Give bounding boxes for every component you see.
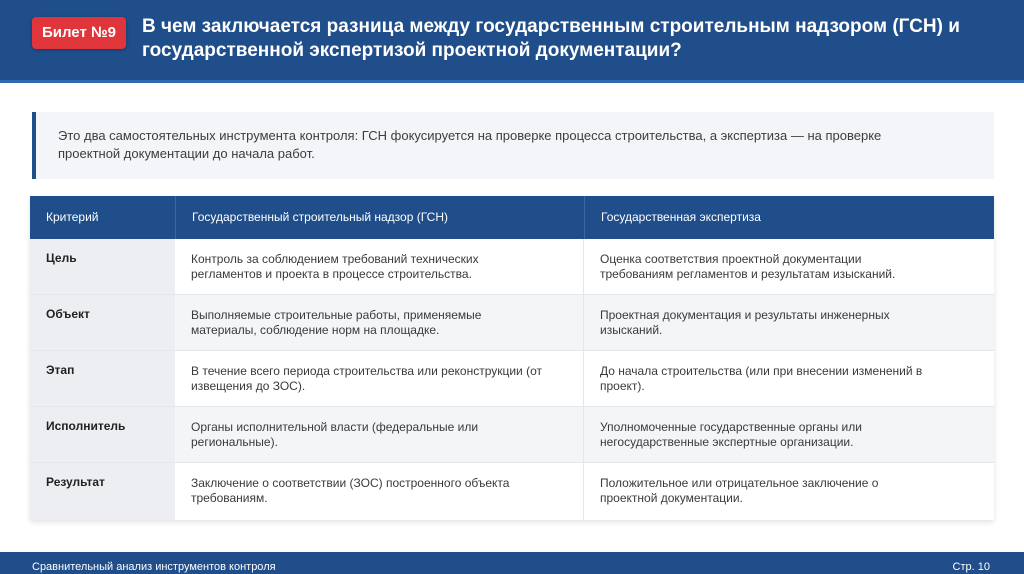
header-divider (0, 80, 1024, 83)
intro-line-2: проектной документации до начала работ. (58, 146, 315, 161)
gsn-cell (175, 407, 584, 462)
cell-line: негосударственные экспертные организации. (600, 435, 854, 449)
page-number: Стр. 10 (952, 561, 990, 573)
cell-line: материалы, соблюдение норм на площадке. (191, 323, 440, 337)
table-row (30, 463, 994, 520)
header-expertise: Государственная экспертиза (584, 196, 994, 239)
table-row (30, 351, 994, 407)
cell-line: проект). (600, 379, 645, 393)
cell-line: Заключение о соответствии (ЗОС) построенного объекта (191, 476, 510, 490)
slide-title-line-1: В чем заключается разница между государственным строительным надзором (ГСН) и (142, 16, 960, 37)
table-row (30, 407, 994, 463)
cell-line: Органы исполнительной власти (федеральные или (191, 420, 479, 434)
cell-line: проектной документации. (600, 491, 743, 505)
header-gsn: Государственный строительный надзор (ГСН) (175, 196, 584, 239)
gsn-cell (175, 295, 584, 350)
intro-callout (32, 112, 994, 179)
row-criterion: Результат (30, 463, 175, 520)
cell-line: Проектная документация и результаты инженерных (600, 308, 890, 322)
header-bar (0, 0, 1024, 80)
table-row (30, 295, 994, 351)
cell-line: изысканий. (600, 323, 663, 337)
gsn-cell (175, 239, 584, 294)
expertise-cell (584, 407, 994, 462)
row-criterion: Цель (30, 239, 175, 294)
footer-bar (0, 552, 1024, 574)
cell-line: Выполняемые строительные работы, применяемые (191, 308, 482, 322)
table-row (30, 239, 994, 295)
expertise-cell (584, 351, 994, 406)
ticket-badge: Билет №9 (32, 17, 126, 49)
cell-line: регламентов и проекта в процессе строительства. (191, 267, 472, 281)
cell-line: требованиям регламентов и результатам изысканий. (600, 267, 896, 281)
cell-line: Контроль за соблюдением требований технических (191, 252, 479, 266)
footer-caption: Сравнительный анализ инструментов контроля (32, 561, 276, 573)
row-criterion: Исполнитель (30, 407, 175, 462)
header-criterion: Критерий (46, 210, 99, 224)
cell-line: В течение всего периода строительства или реконструкции (от (191, 364, 542, 378)
cell-line: Оценка соответствия проектной документации (600, 252, 862, 266)
row-criterion: Этап (30, 351, 175, 406)
expertise-cell (584, 295, 994, 350)
expertise-cell (584, 463, 994, 520)
slide-title-line-2: государственной экспертизой проектной документации? (142, 40, 682, 61)
gsn-cell (175, 463, 584, 520)
expertise-cell (584, 239, 994, 294)
intro-line-1: Это два самостоятельных инструмента контроля: ГСН фокусируется на проверке процесса строительства, а экспертиза — на проверке (58, 128, 882, 143)
cell-line: Уполномоченные государственные органы или (600, 420, 862, 434)
comparison-table (30, 196, 994, 520)
slide-title (142, 15, 1002, 63)
cell-line: Положительное или отрицательное заключение о (600, 476, 879, 490)
cell-line: извещения до ЗОС). (191, 379, 306, 393)
cell-line: До начала строительства (или при внесении изменений в (600, 364, 923, 378)
row-criterion: Объект (30, 295, 175, 350)
gsn-cell (175, 351, 584, 406)
cell-line: региональные). (191, 435, 278, 449)
table-header (30, 196, 994, 239)
cell-line: требованиям. (191, 491, 268, 505)
